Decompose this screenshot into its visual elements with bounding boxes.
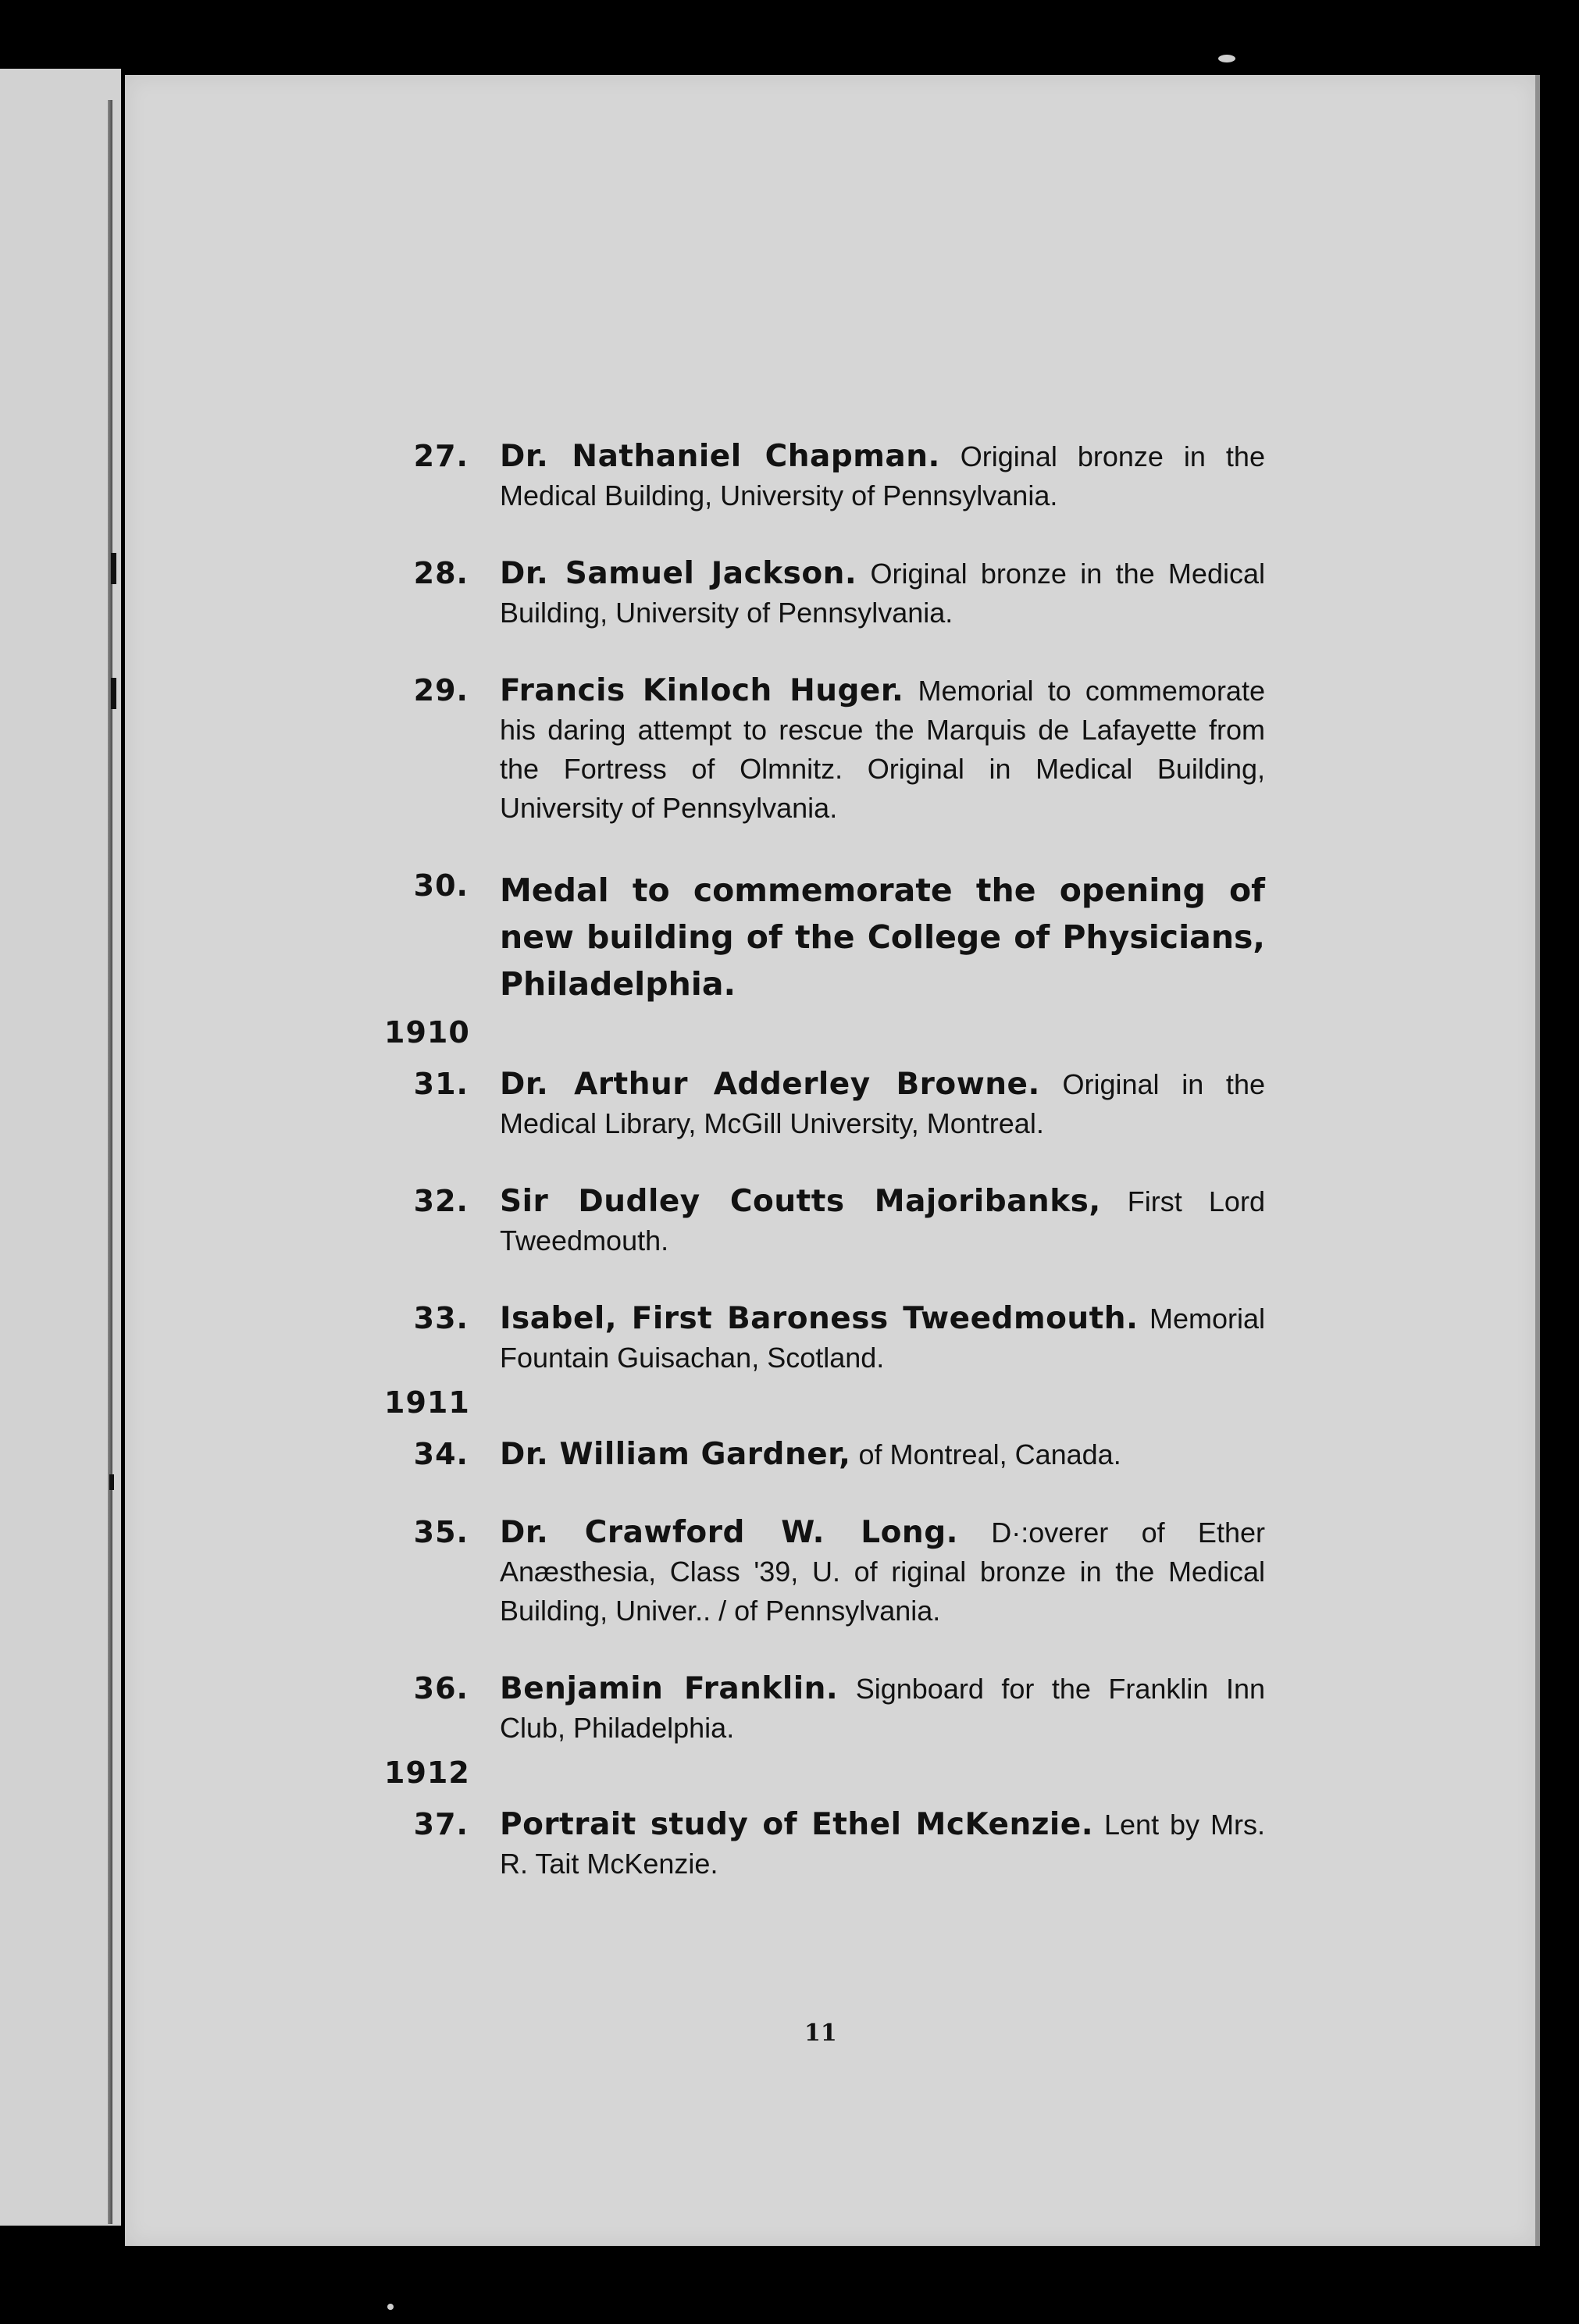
entry-title: Dr. Arthur Adderley Browne.: [500, 1067, 1040, 1102]
entry-description: Memorial Fountain Guisachan, Scotland.: [500, 1303, 1265, 1374]
entry-description: Lent by Mrs. R. Tait McKenzie.: [500, 1809, 1265, 1880]
entry-number: 33.: [413, 1301, 469, 1335]
entry-text: [500, 554, 1265, 633]
catalogue-entry: [344, 867, 1265, 1007]
entry-title: Isabel, First Baroness Tweedmouth.: [500, 1301, 1139, 1336]
catalogue-entry: [344, 1299, 1265, 1378]
entry-description: Original in the Medical Library, McGill University, Montreal.: [500, 1068, 1265, 1139]
entry-description: Memorial to commemorate his daring attempt to rescue the Marquis de Lafayette from the Fortress of Olmnitz. Original in Medical Building, University of Pennsylvania.: [500, 675, 1265, 824]
entry-title: Sir Dudley Coutts Majoribanks,: [500, 1184, 1101, 1219]
catalogue-entry: [344, 1182, 1265, 1260]
catalogue-entry: [344, 1805, 1265, 1884]
entry-description: D·:overer of Ether Anæsthesia, Class '39, U. of riginal bronze in the Medical Building, Univer.. / of Pennsylvania.: [500, 1517, 1265, 1627]
page-number: 11: [804, 2019, 837, 2047]
entry-description: Original bronze in the Medical Building, University of Pennsylvania.: [500, 558, 1265, 629]
entry-number: 31.: [413, 1067, 469, 1101]
margin-mark: [111, 678, 116, 709]
entry-text: [500, 1513, 1265, 1631]
margin-mark: [109, 1474, 114, 1490]
year-heading: 1912: [384, 1755, 470, 1790]
entry-text: [500, 1065, 1265, 1143]
entry-number: 36.: [413, 1671, 469, 1706]
book-spine: [108, 100, 112, 2224]
year-heading: 1910: [384, 1015, 470, 1050]
entry-text: [500, 437, 1265, 515]
entry-title: Benjamin Franklin.: [500, 1671, 839, 1706]
entry-text: [500, 1299, 1265, 1378]
entry-title: Medal to commemorate the opening of new building of the College of Physicians, Philadelphia.: [500, 872, 1265, 1003]
margin-mark: [111, 553, 116, 584]
entry-number: 29.: [413, 673, 469, 708]
speck: [387, 2304, 394, 2310]
entry-number: 27.: [413, 439, 469, 473]
catalogue-entry: [344, 1513, 1265, 1631]
entry-description: of Montreal, Canada.: [858, 1438, 1121, 1470]
entry-description: First Lord Tweedmouth.: [500, 1185, 1265, 1256]
catalogue-entry: [344, 1435, 1265, 1474]
entry-title: Francis Kinloch Huger.: [500, 673, 904, 708]
entry-number: 30.: [413, 868, 469, 903]
year-heading: 1911: [384, 1385, 470, 1420]
entry-number: 28.: [413, 556, 469, 590]
catalogue-entry: [344, 554, 1265, 633]
entry-title: Portrait study of Ethel McKenzie.: [500, 1807, 1094, 1842]
entry-text: [500, 1435, 1265, 1474]
entry-title: Dr. Samuel Jackson.: [500, 556, 857, 591]
catalogue-entry: [344, 437, 1265, 515]
speck: [1218, 55, 1235, 62]
entry-description: Original bronze in the Medical Building, University of Pennsylvania.: [500, 440, 1265, 511]
catalogue-entry: [344, 672, 1265, 828]
entry-text: [500, 672, 1265, 828]
entry-text: [500, 1670, 1265, 1748]
page-edge: [1535, 75, 1540, 2246]
entry-text: [500, 867, 1265, 1007]
entry-number: 37.: [413, 1807, 469, 1841]
catalogue-entry: [344, 1670, 1265, 1748]
facing-page-edge: [0, 69, 121, 2226]
entry-title: Dr. William Gardner,: [500, 1437, 851, 1472]
entry-text: [500, 1182, 1265, 1260]
entry-number: 32.: [413, 1184, 469, 1218]
catalogue-list: [344, 437, 1265, 1923]
entry-title: Dr. Crawford W. Long.: [500, 1515, 958, 1550]
entry-description: Signboard for the Franklin Inn Club, Philadelphia.: [500, 1673, 1265, 1744]
entry-title: Dr. Nathaniel Chapman.: [500, 439, 940, 474]
catalogue-entry: [344, 1065, 1265, 1143]
entry-number: 35.: [413, 1515, 469, 1549]
entry-text: [500, 1805, 1265, 1884]
entry-number: 34.: [413, 1437, 469, 1471]
